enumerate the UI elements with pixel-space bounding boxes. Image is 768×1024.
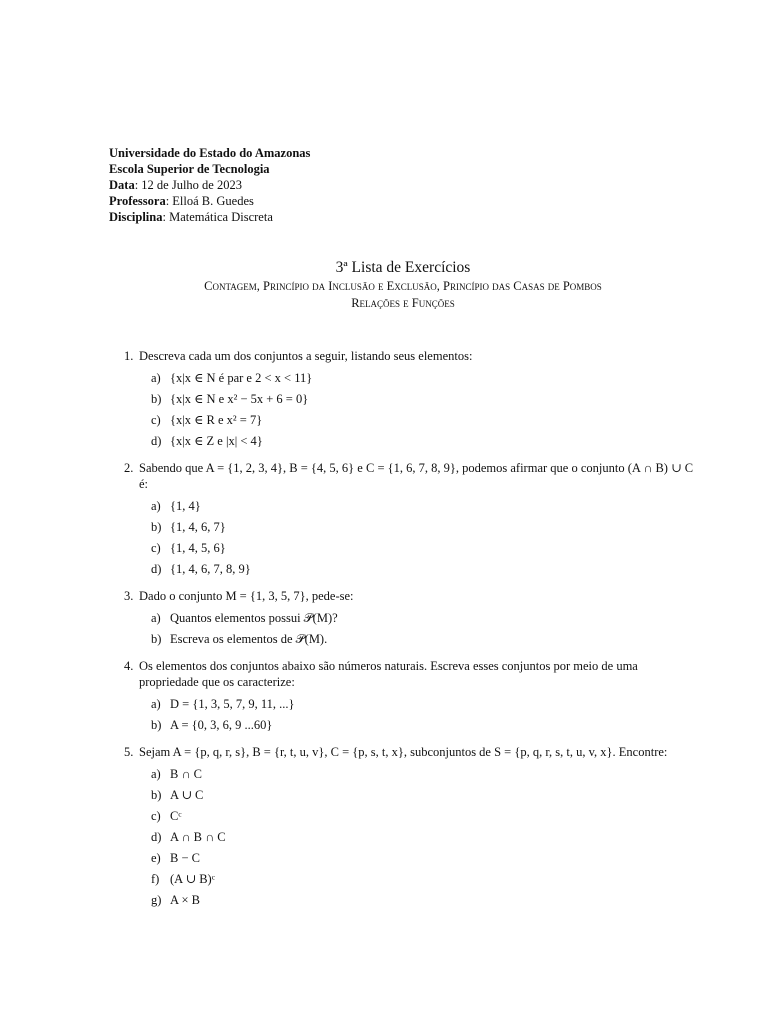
option-label: c) [151,413,161,427]
option-label: e) [151,851,161,865]
subject-line [109,209,697,225]
question-number: 4. [124,659,134,673]
option-item [139,561,697,582]
option-text: B − C [170,851,200,865]
option-text: {1, 4, 6, 7} [170,520,226,534]
document-subtitle-2: Relações e Funções [351,296,455,310]
option-label: d) [151,830,162,844]
document-header [109,145,697,225]
university-name: Universidade do Estado do Amazonas [109,146,311,160]
option-text: {1, 4, 5, 6} [170,541,226,555]
option-text: {x|x ∈ Z e |x| < 4} [170,434,263,448]
option-text: {1, 4} [170,499,201,513]
question-5 [109,744,697,913]
option-text: A ∪ C [170,788,204,802]
option-label: a) [151,499,161,513]
option-text: {x|x ∈ R e x² = 7} [170,413,263,427]
question-options [139,766,697,913]
option-label: g) [151,893,162,907]
option-item [139,717,697,738]
option-label: b) [151,392,162,406]
title-block [109,258,697,312]
question-list [109,348,697,913]
option-item [139,850,697,871]
question-3 [109,588,697,652]
date-value: : 12 de Julho de 2023 [134,178,242,192]
option-item [139,370,697,391]
option-label: d) [151,434,162,448]
question-number: 2. [124,461,134,475]
option-item [139,519,697,540]
option-text: {x|x ∈ N e x² − 5x + 6 = 0} [170,392,309,406]
option-label: a) [151,767,161,781]
option-item [139,766,697,787]
option-label: f) [151,872,160,886]
option-text: D = {1, 3, 5, 7, 9, 11, ...} [170,697,295,711]
subject-label: Disciplina [109,210,163,224]
teacher-line [109,193,697,209]
question-1 [109,348,697,454]
question-4 [109,658,697,738]
option-text: Cᶜ [170,809,182,823]
question-text: Os elementos dos conjuntos abaixo são números naturais. Escreva esses conjuntos por meio de uma propriedade que os caracterize: [139,659,638,689]
document-page [109,145,697,919]
question-2 [109,460,697,582]
option-item [139,829,697,850]
option-text: B ∩ C [170,767,202,781]
option-text: Quantos elementos possui 𝒫(M)? [170,611,338,625]
option-text: {1, 4, 6, 7, 8, 9} [170,562,251,576]
question-text: Dado o conjunto M = {1, 3, 5, 7}, pede-se: [139,589,354,603]
question-options [139,498,697,582]
question-number: 5. [124,745,134,759]
option-item [139,808,697,829]
option-item [139,498,697,519]
question-options [139,696,697,738]
option-label: a) [151,371,161,385]
option-label: b) [151,718,162,732]
option-label: d) [151,562,162,576]
option-item [139,631,697,652]
date-line [109,177,697,193]
option-item [139,871,697,892]
option-text: A × B [170,893,200,907]
question-text: Sabendo que A = {1, 2, 3, 4}, B = {4, 5, 6} e C = {1, 6, 7, 8, 9}, podemos afirmar que o conjunto (A ∩ B) ∪ C é: [139,461,694,491]
option-label: b) [151,520,162,534]
option-label: b) [151,788,162,802]
option-label: c) [151,541,161,555]
question-text: Descreva cada um dos conjuntos a seguir, listando seus elementos: [139,349,473,363]
document-title: 3ª Lista de Exercícios [335,259,471,276]
option-item [139,610,697,631]
option-text: Escreva os elementos de 𝒫(M). [170,632,328,646]
document-subtitle-1: Contagem, Princípio da Inclusão e Exclusão, Princípio das Casas de Pombos [204,279,602,293]
option-item [139,391,697,412]
question-options [139,370,697,454]
option-text: (A ∪ B)ᶜ [170,872,215,886]
question-number: 1. [124,349,134,363]
date-label: Data [109,178,135,192]
option-item [139,433,697,454]
option-item [139,892,697,913]
option-text: A ∩ B ∩ C [170,830,226,844]
option-item [139,412,697,433]
school-name: Escola Superior de Tecnologia [109,162,270,176]
option-text: A = {0, 3, 6, 9 ...60} [170,718,273,732]
option-text: {x|x ∈ N é par e 2 < x < 11} [170,371,313,385]
teacher-value: : Elloá B. Guedes [165,194,254,208]
question-number: 3. [124,589,134,603]
option-label: a) [151,697,161,711]
option-item [139,540,697,561]
option-label: b) [151,632,162,646]
option-item [139,696,697,717]
option-label: c) [151,809,161,823]
option-item [139,787,697,808]
subject-value: : Matemática Discreta [162,210,273,224]
question-options [139,610,697,652]
teacher-label: Professora [109,194,166,208]
option-label: a) [151,611,161,625]
question-text: Sejam A = {p, q, r, s}, B = {r, t, u, v}, C = {p, s, t, x}, subconjuntos de S = {p, q, r, s, t, u, v, x}. Encontre: [139,745,668,759]
